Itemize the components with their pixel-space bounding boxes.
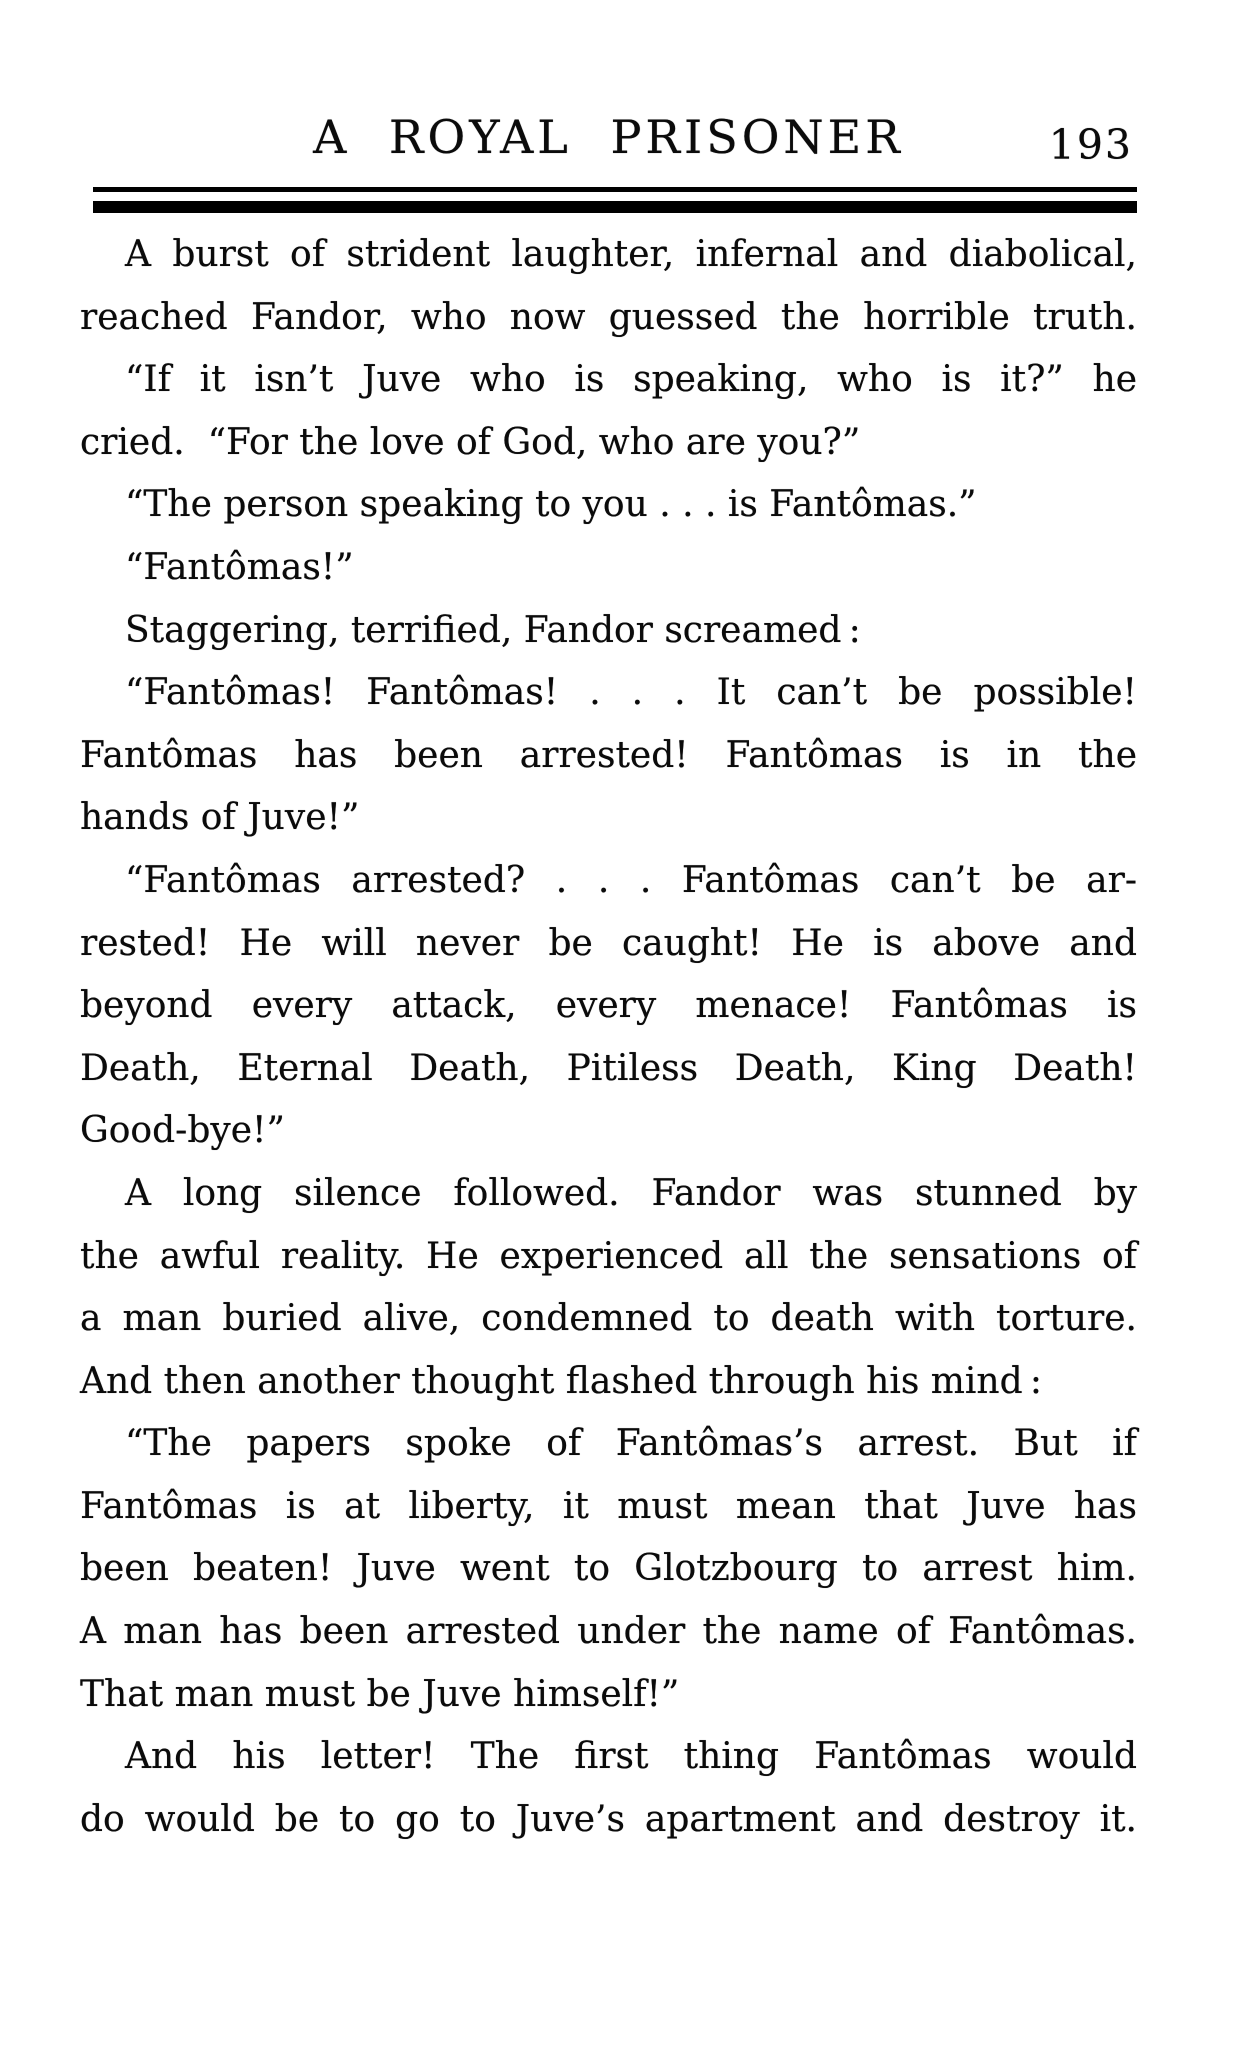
body-line: And then another thought flashed through his mind :	[80, 1360, 1042, 1402]
body-line: cried. “For the love of God, who are you?”	[80, 421, 861, 463]
body-line: “The papers spoke of Fantômas’s arrest. But if	[125, 1423, 1137, 1465]
body-line: a man buried alive, condemned to death with torture.	[80, 1298, 1137, 1340]
body-line: been beaten! Juve went to Glotzbourg to arrest him.	[80, 1548, 1137, 1590]
body-line: “If it isn’t Juve who is speaking, who is it?” he	[125, 359, 1137, 401]
body-line: “Fantômas!”	[125, 546, 354, 588]
page-body-text	[80, 224, 1137, 1851]
body-line: A long silence followed. Fandor was stunned by	[125, 1172, 1137, 1214]
body-line: A burst of strident laughter, infernal and diabolical,	[125, 234, 1137, 275]
body-line: reached Fandor, who now guessed the horrible truth.	[80, 296, 1137, 338]
body-line: “Fantômas arrested? . . . Fantômas can’t be ar-	[125, 859, 1137, 901]
body-line: “Fantômas! Fantômas! . . . It can’t be possible!	[125, 672, 1137, 714]
body-line: That man must be Juve himself!”	[80, 1673, 680, 1715]
body-line: Good-bye!”	[80, 1110, 285, 1152]
body-line: Staggering, terrified, Fandor screamed :	[125, 609, 861, 651]
body-line: Death, Eternal Death, Pitiless Death, King Death!	[80, 1047, 1137, 1089]
body-line: A man has been arrested under the name of Fantômas.	[80, 1611, 1137, 1653]
body-line: the awful reality. He experienced all the sensations of	[80, 1235, 1137, 1277]
body-line: And his letter! The first thing Fantômas would	[125, 1736, 1137, 1778]
page-number: 193	[1048, 121, 1133, 169]
header-rule-thick	[93, 201, 1137, 213]
header-rule-thin	[93, 187, 1137, 192]
running-title: A ROYAL PRISONER	[313, 110, 904, 164]
body-line: Fantômas has been arrested! Fantômas is in the	[80, 734, 1137, 776]
body-line: do would be to go to Juve’s apartment and destroy it.	[80, 1798, 1137, 1840]
body-line: beyond every attack, every menace! Fantômas is	[80, 985, 1137, 1027]
body-line: rested! He will never be caught! He is above and	[80, 922, 1137, 964]
body-line: Fantômas is at liberty, it must mean that Juve has	[80, 1485, 1137, 1527]
body-line: “The person speaking to you . . . is Fantômas.”	[125, 484, 977, 526]
body-line: hands of Juve!”	[80, 797, 360, 839]
